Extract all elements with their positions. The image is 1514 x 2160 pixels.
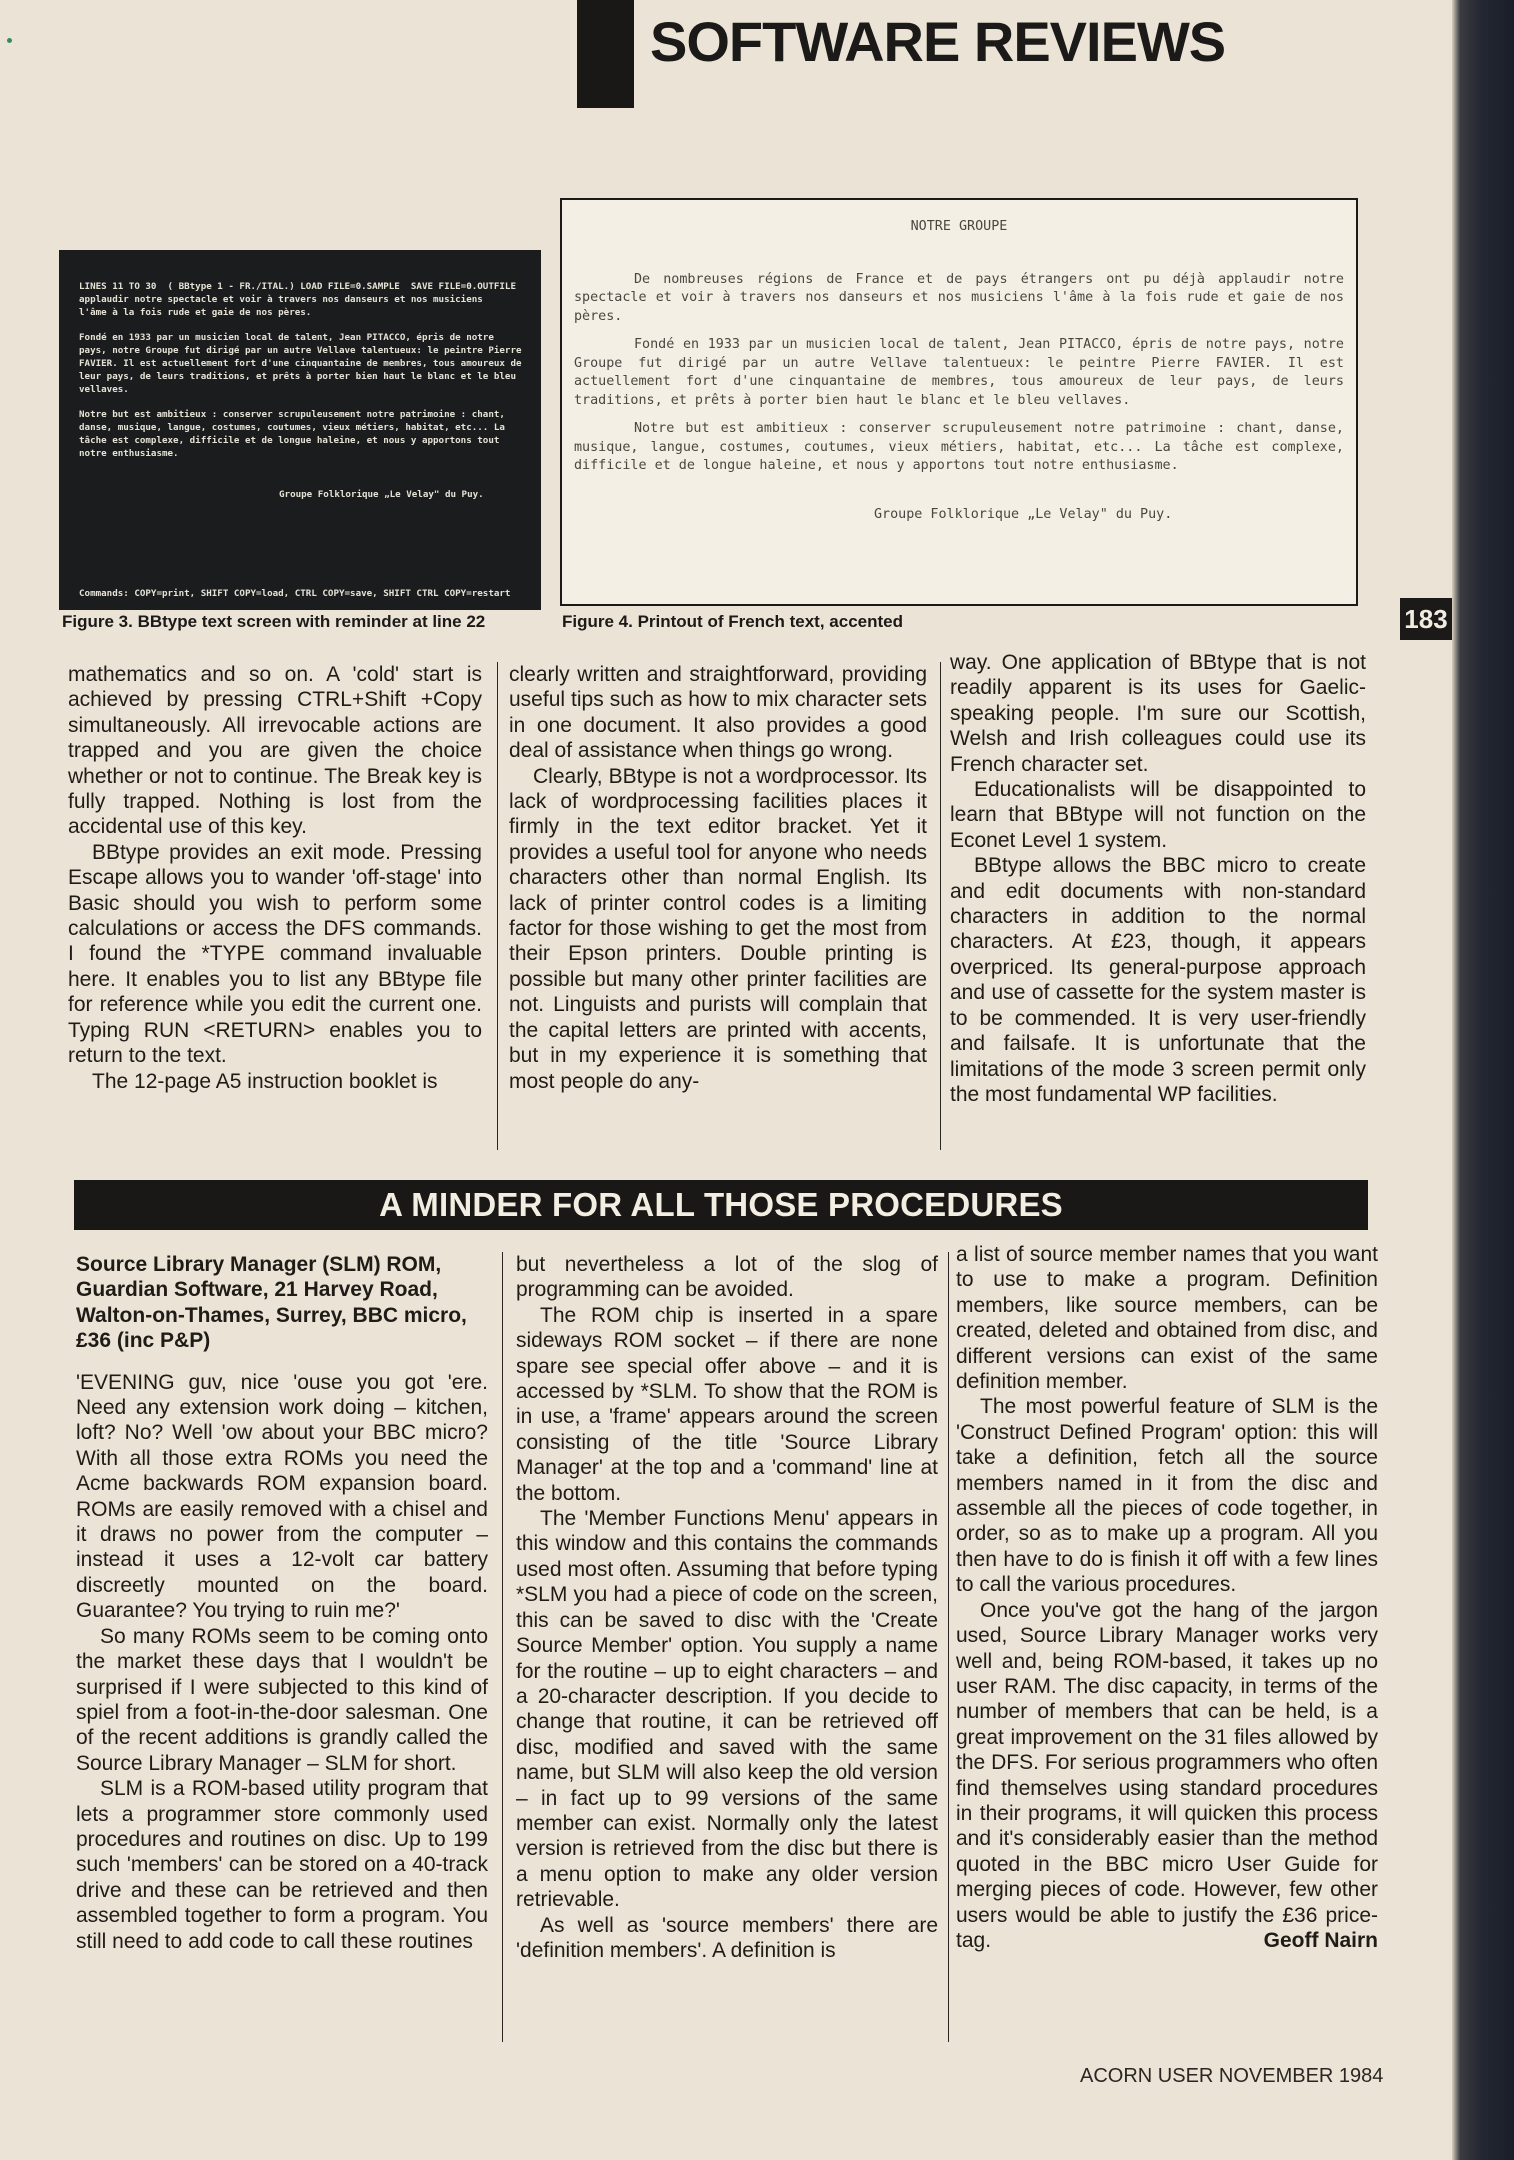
author-byline: Geoff Nairn (1263, 1928, 1378, 1952)
column-divider (497, 662, 498, 1150)
figure-3-screen (59, 250, 541, 610)
screen-line: l'âme à la fois rude et gaie de nos pères. (79, 307, 312, 318)
paragraph: mathematics and so on. A 'cold' start is achieved by pressing CTRL+Shift +Copy simultaneously. All irrevocable actions are trapped and you are given the choice whether or not to continue. The Break key is fully trapped. Nothing is lost from the accidental use of this key. (68, 663, 482, 839)
scan-speck (7, 38, 12, 43)
paragraph: a list of source member names that you want to use to make a program. Definition members, like source members, can be created, deleted and obtained from disc, and different versions can exist of the same definition member. (956, 1243, 1378, 1394)
section-title: SOFTWARE REVIEWS (650, 10, 1226, 73)
screen-line: applaudir notre spectacle et voir à travers nos danseurs et nos musiciens (79, 294, 483, 305)
upper-column-3 (950, 650, 1366, 1150)
scan-binding-edge (1452, 0, 1514, 2160)
figure-4-printout (560, 198, 1358, 606)
upper-column-2 (509, 662, 927, 1152)
lower-column-1 (76, 1252, 488, 2052)
screen-paragraph: Notre but est ambitieux : conserver scrupuleusement notre patrimoine : chant, danse, musique, langue, costumes, coutumes, vieux métiers, habitat, etc... La tâche est complexe, difficile et de longue haleine, et nous y apportons tout notre enthusiasme. (79, 409, 505, 459)
column-divider (502, 1252, 503, 2042)
paragraph: Educationalists will be disappointed to learn that BBtype will not function on the Econet Level 1 system. (950, 778, 1366, 852)
printout-title: NOTRE GROUPE (910, 219, 1008, 234)
printout-paragraph: Fondé en 1933 par un musicien local de talent, Jean PITACCO, épris de notre pays, notre Groupe fut dirigé par un autre Vellave talentueux: le peintre Pierre FAVIER. Il est actuellement fort d'une cinquantaine de membres, tous amoureux de leur pays, de leurs traditions, et prêts à porter bien haut le blanc et le bleu vellaves. (574, 337, 1344, 408)
column-divider (948, 1252, 949, 2042)
page-number: 183 (1400, 598, 1452, 640)
paragraph: As well as 'source members' there are 'definition members'. A definition is (516, 1913, 938, 1962)
lower-column-2 (516, 1252, 938, 2052)
paragraph: BBtype provides an exit mode. Pressing Escape allows you to wander 'off-stage' into Basic should you wish to perform some calculations or access the DFS commands. I found the *TYPE command invaluable here. It enables you to list any BBtype file for reference while you edit the current one. Typing RUN <RETURN> enables you to return to the text. (68, 840, 482, 1068)
paragraph-text: Once you've got the hang of the jargon used, Source Library Manager works very well and, being ROM-based, it takes up no user RAM. The disc capacity, in terms of the number of members that can be held, is a great improvement on the 31 files allowed by the DFS. For serious programmers who often find themselves using standard procedures in their programs, it will quicken this process and it's considerably easier than the method quoted in the BBC micro User Guide for merging pieces of code. However, few other users would be able to justify the £36 price-tag. (956, 1598, 1378, 1952)
screen-paragraph: Fondé en 1933 par un musicien local de talent, Jean PITACCO, épris de notre pays, notre Groupe fut dirigé par un autre Vellave talentueux: le peintre Pierre FAVIER. Il est actuellement fort d'une cinquantaine de membres, tous amoureux de leur pays, de leurs traditions, et prêts à porter bien haut le blanc et le bleu vellaves. (79, 332, 522, 395)
product-info: Source Library Manager (SLM) ROM, Guardian Software, 21 Harvey Road, Walton-on-Thames, Surrey, BBC micro, £36 (inc P&P) (76, 1253, 467, 1353)
article-banner: A MINDER FOR ALL THOSE PROCEDURES (74, 1180, 1368, 1230)
paragraph: The most powerful feature of SLM is the 'Construct Defined Program' option: this will take a definition, fetch all the source members named in it from the disc and assemble all the pieces of code together, in order, so as to make up a program. All you then have to do is finish it off with a few lines to call the various procedures. (956, 1395, 1378, 1597)
paragraph: 'EVENING guv, nice 'ouse you got 'ere. Need any extension work doing – kitchen, loft? No? Well 'ow about your BBC micro? With all those extra ROMs you need the Acme backwards ROM expansion board. ROMs are easily removed with a chisel and it draws no power from the computer – instead it uses a 12-volt car battery discreetly mounted on the board. Guarantee? You trying to ruin me?' (76, 1370, 488, 1623)
paragraph: but nevertheless a lot of the slog of programming can be avoided. (516, 1253, 938, 1302)
column-divider (940, 662, 941, 1150)
paragraph: The 12-page A5 instruction booklet is (92, 1069, 438, 1093)
figure-3-caption: Figure 3. BBtype text screen with reminder at line 22 (62, 612, 486, 631)
screen-command-line: Commands: COPY=print, SHIFT COPY=load, CTRL COPY=save, SHIFT CTRL COPY=restart (79, 588, 511, 599)
paragraph: So many ROMs seem to be coming onto the market these days that I wouldn't be surprised if I were subjected to this kind of spiel from a foot-in-the-door salesman. One of the recent additions is grandly called the Source Library Manager – SLM for short. (76, 1624, 488, 1775)
lower-column-3 (956, 1242, 1378, 2052)
header-bar (577, 0, 634, 108)
paragraph (956, 1598, 1378, 1954)
paragraph: BBtype allows the BBC micro to create and edit documents with non-standard characters in addition to the normal characters. At £23, though, it appears overpriced. Its general-purpose approach and use of cassette for the system master is to be commended. It is very user-friendly and failsafe. It is unfortunate that the limitations of the mode 3 screen permit only the most fundamental WP facilities. (950, 854, 1366, 1106)
paragraph: way. One application of BBtype that is not readily apparent is its uses for Gaelic-speaking people. I'm sure our Scottish, Welsh and Irish colleagues could use its French character set. (950, 651, 1366, 776)
paragraph: The ROM chip is inserted in a spare sideways ROM socket – if there are none spare see special offer above – and it is accessed by *SLM. To show that the ROM is in use, a 'frame' appears around the screen consisting of the title 'Source Library Manager' at the top and a 'command' line at the bottom. (516, 1303, 938, 1505)
printout-paragraph: Notre but est ambitieux : conserver scrupuleusement notre patrimoine : chant, danse, musique, langue, costumes, coutumes, vieux métiers, habitat, etc... La tâche est complexe, difficile et de longue haleine, et nous y apportons tout notre enthusiasme. (574, 421, 1344, 473)
page-footer: ACORN USER NOVEMBER 1984 (1080, 2065, 1384, 2087)
printout-paragraph: De nombreuses régions de France et de pays étrangers ont pu déjà applaudir notre spectacle et voir à travers nos danseurs et nos musiciens l'âme à la fois rude et gaie de nos pères. (574, 271, 1344, 324)
figure-4-caption: Figure 4. Printout of French text, accented (562, 612, 903, 631)
screen-line: LINES 11 TO 30 ( BBtype 1 - FR./ITAL.) LOAD FILE=0.SAMPLE SAVE FILE=0.OUTFILE (79, 281, 516, 292)
paragraph: Clearly, BBtype is not a wordprocessor. Its lack of wordprocessing facilities places it firmly in the text editor bracket. Yet it provides a useful tool for anyone who needs characters other than normal English. Its lack of printer control codes is a limiting factor for those wishing to get the most from their Epson printers. Double printing is possible but many other printer facilities are not. Linguists and purists will complain that the capital letters are printed with accents, but in my experience it is something that most people do any- (509, 764, 927, 1093)
paragraph: clearly written and straightforward, providing useful tips such as how to mix character sets in one document. It also provides a good deal of assistance when things go wrong. (509, 663, 927, 763)
upper-column-1 (68, 662, 482, 1152)
paragraph: The 'Member Functions Menu' appears in this window and this contains the commands used most often. Assuming that before typing *SLM you had a piece of code on the screen, this can be saved to disc with the 'Create Source Member' option. You supply a name for the routine – up to eight characters – and a 20-character description. If you decide to change that routine, it can be retrieved off disc, modified and saved with the same name, but SLM will also keep the old version – in fact up to 99 versions of the same member can exist. Normally only the latest version is retrieved from the disc but there is a menu option to make any older version retrievable. (516, 1507, 938, 1912)
paragraph: SLM is a ROM-based utility program that lets a programmer store commonly used procedures and routines on disc. Up to 199 such 'members' can be stored on a 40-track drive and these can be retrieved and then assembled together to form a program. You still need to add code to call these routines (76, 1777, 488, 1953)
printout-signature: Groupe Folklorique „Le Velay" du Puy. (874, 506, 1173, 522)
screen-signature: Groupe Folklorique „Le Velay" du Puy. (279, 489, 484, 500)
